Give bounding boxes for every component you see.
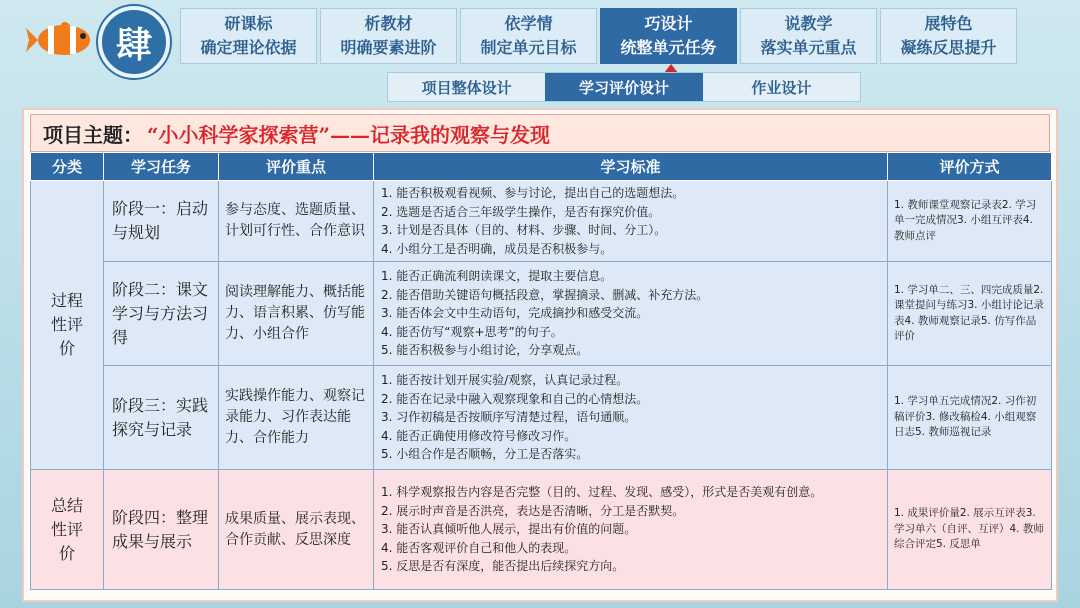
standard-item: 2. 能否在记录中融入观察现象和自己的心情想法。 — [381, 391, 649, 406]
tab-features[interactable] — [880, 8, 1017, 64]
standard-item: 3. 能否体会文中生动语句，完成摘抄和感受交流。 — [381, 306, 649, 321]
standards-cell — [374, 181, 888, 262]
tab-line2: 明确要素进阶 — [340, 38, 437, 57]
clownfish-icon — [26, 18, 98, 62]
chapter-badge-char: 肆 — [115, 23, 152, 66]
tab-line2: 制定单元目标 — [480, 38, 577, 57]
header-task: 学习任务 — [104, 153, 219, 181]
evaluation-table — [30, 152, 1052, 590]
table-header-row — [31, 153, 1052, 181]
standard-item: 4. 能否客观评价自己和他人的表现。 — [381, 540, 577, 555]
standard-item: 3. 习作初稿是否按顺序写清楚过程，语句通顺。 — [381, 410, 637, 425]
table-row — [31, 470, 1052, 590]
subtab-evaluation-design[interactable]: 学习评价设计 — [545, 73, 702, 101]
top-nav — [180, 8, 1017, 64]
tab-line2: 确定理论依据 — [200, 38, 297, 57]
task-cell: 阶段一：启动与规划 — [104, 181, 219, 262]
focus-cell: 阅读理解能力、概括能力、语言积累、仿写能力、小组合作 — [219, 262, 374, 366]
tab-line1: 依学情 — [504, 14, 553, 33]
standard-item: 4. 能否仿写“观察+思考”的句子。 — [381, 324, 563, 339]
focus-cell: 成果质量、展示表现、合作贡献、反思深度 — [219, 470, 374, 590]
standard-item: 5. 小组合作是否顺畅，分工是否落实。 — [381, 447, 589, 462]
category-cell: 总结性评价 — [31, 470, 104, 590]
evaluation-panel — [22, 108, 1058, 602]
header-category: 分类 — [31, 153, 104, 181]
method-cell: 1. 成果评价量2. 展示互评表3. 学习单六（自评、互评）4. 教师综合评定5. 反思单 — [888, 470, 1052, 590]
tab-line1: 展特色 — [924, 14, 973, 33]
header-focus: 评价重点 — [219, 153, 374, 181]
tab-research-standards[interactable] — [180, 8, 317, 64]
standard-item: 2. 展示时声音是否洪亮，表达是否清晰，分工是否默契。 — [381, 503, 685, 518]
table-row — [31, 262, 1052, 366]
method-cell: 1. 教师课堂观察记录表2. 学习单一完成情况3. 小组互评表4. 教师点评 — [888, 181, 1052, 262]
category-cell: 过程性评价 — [31, 181, 104, 470]
standards-cell — [374, 262, 888, 366]
standard-item: 2. 选题是否适合三年级学生操作，是否有探究价值。 — [381, 204, 661, 219]
table-row — [31, 181, 1052, 262]
subtab-homework-design[interactable]: 作业设计 — [751, 78, 812, 97]
task-cell: 阶段四：整理成果与展示 — [104, 470, 219, 590]
standard-item: 1. 能否积极观看视频、参与讨论，提出自己的选题想法。 — [381, 186, 685, 200]
header-method: 评价方式 — [888, 153, 1052, 181]
subtab-overall-design[interactable]: 项目整体设计 — [421, 78, 512, 97]
tab-analyze-textbook[interactable] — [320, 8, 457, 64]
standard-item: 5. 反思是否有深度，能否提出后续探究方向。 — [381, 559, 625, 574]
tab-line1: 说教学 — [784, 14, 833, 33]
standard-item: 3. 计划是否具体（目的、材料、步骤、时间、分工）。 — [381, 223, 667, 237]
sub-nav — [387, 72, 861, 102]
project-name: “小小科学家探索营”——记录我的观察与发现 — [147, 122, 551, 147]
tab-line1: 研课标 — [224, 14, 273, 33]
tab-line1: 巧设计 — [644, 14, 693, 33]
standard-item: 3. 能否认真倾听他人展示，提出有价值的问题。 — [381, 522, 637, 537]
tab-line2: 落实单元重点 — [760, 38, 857, 57]
standard-item: 2. 能否借助关键语句概括段意，掌握摘录、删减、补充方法。 — [381, 287, 709, 302]
tab-learning-situation[interactable] — [460, 8, 597, 64]
standard-item: 1. 能否按计划开展实验/观察，认真记录过程。 — [381, 373, 629, 388]
focus-cell: 参与态度、选题质量、计划可行性、合作意识 — [219, 181, 374, 262]
standard-item: 4. 小组分工是否明确，成员是否积极参与。 — [381, 241, 613, 256]
tab-line2: 凝练反思提升 — [900, 38, 997, 57]
focus-cell: 实践操作能力、观察记录能力、习作表达能力、合作能力 — [219, 366, 374, 470]
standards-cell — [374, 470, 888, 590]
chapter-badge — [98, 6, 170, 78]
tab-line1: 析教材 — [364, 14, 413, 33]
tab-design[interactable] — [600, 8, 737, 64]
method-cell: 1. 学习单二、三、四完成质量2. 课堂提问与练习3. 小组讨论记录表4. 教师观察记录5. 仿写作品评价 — [888, 262, 1052, 366]
task-cell: 阶段二：课文学习与方法习得 — [104, 262, 219, 366]
project-label: 项目主题： — [43, 122, 143, 147]
project-title — [30, 114, 1050, 152]
standard-item: 1. 科学观察报告内容是否完整（目的、过程、发现、感受），形式是否美观有创意。 — [381, 485, 823, 500]
standard-item: 1. 能否正确流利朗读课文，提取主要信息。 — [381, 269, 613, 284]
standards-cell — [374, 366, 888, 470]
table-row — [31, 366, 1052, 470]
tab-line2: 统整单元任务 — [620, 38, 717, 57]
tab-teaching[interactable] — [740, 8, 877, 64]
header-standards: 学习标准 — [374, 153, 888, 181]
standard-item: 5. 能否积极参与小组讨论，分享观点。 — [381, 343, 589, 358]
standard-item: 4. 能否正确使用修改符号修改习作。 — [381, 428, 577, 443]
task-cell: 阶段三：实践探究与记录 — [104, 366, 219, 470]
method-cell: 1. 学习单五完成情况2. 习作初稿评价3. 修改稿检4. 小组观察日志5. 教师巡视记录 — [888, 366, 1052, 470]
